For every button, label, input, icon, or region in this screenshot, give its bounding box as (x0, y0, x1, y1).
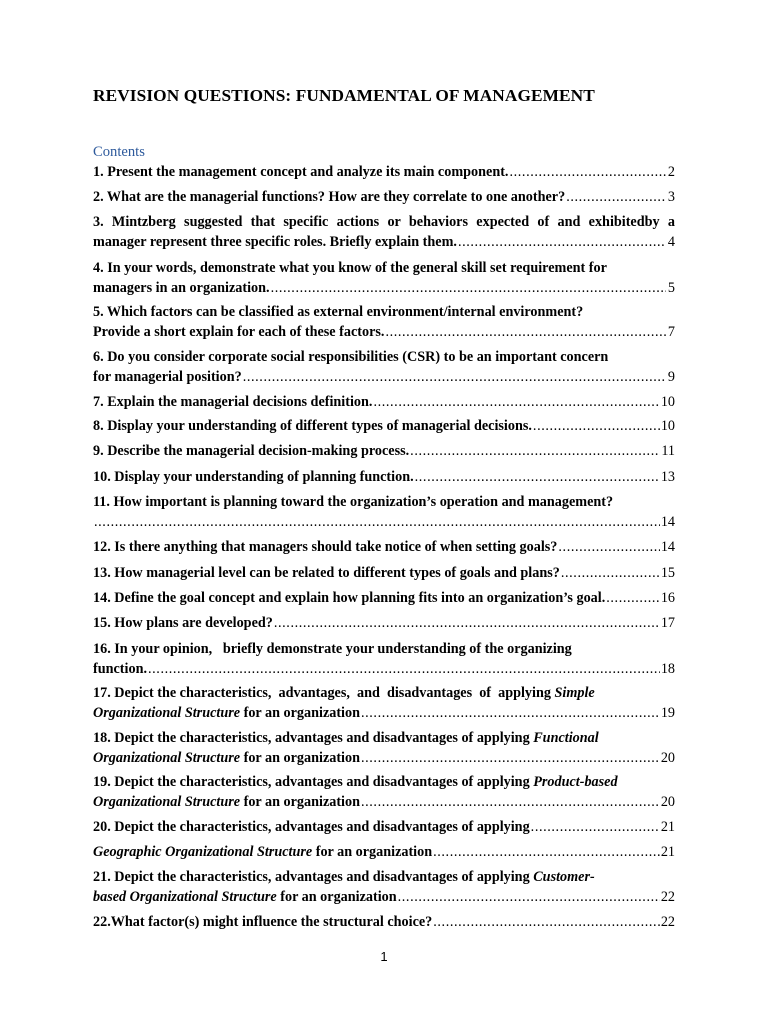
toc-page-number: 10 (660, 418, 675, 434)
dot-leader (398, 887, 660, 907)
toc-entry-text: 15. How plans are developed? (93, 615, 273, 631)
toc-entry-text: 12. Is there anything that managers should take notice of when setting goals? (93, 539, 558, 555)
toc-entry-22[interactable] (93, 912, 675, 932)
toc-entry-1[interactable] (93, 162, 675, 182)
toc-page-number: 13 (660, 469, 675, 485)
dot-leader (433, 842, 660, 862)
toc-entry-12[interactable] (93, 537, 675, 557)
toc-entry-text-italic: Product-based (533, 774, 618, 790)
toc-page-number: 7 (667, 324, 675, 340)
dot-leader (361, 703, 660, 723)
dot-leader (531, 817, 660, 837)
toc-page-number: 10 (660, 394, 675, 410)
toc-entry-text: 18. Depict the characteristics, advantages and disadvantages of applying (93, 730, 534, 746)
toc-entry-20b[interactable] (93, 842, 675, 862)
page-number: 1 (380, 949, 388, 964)
toc-entry-text-cont: for an organization (240, 705, 360, 721)
toc-entry-text-cont: for an organization (276, 889, 397, 905)
dot-leader (415, 467, 660, 487)
toc-entry-17[interactable] (93, 683, 675, 723)
toc-page-number: 22 (660, 889, 675, 905)
toc-entry-16[interactable] (93, 639, 675, 679)
toc-entry-8[interactable] (93, 416, 675, 436)
toc-page-number: 20 (660, 794, 675, 810)
dot-leader (243, 367, 666, 387)
toc-entry-text-italic: Organizational Structure (93, 705, 241, 721)
toc-entry-6[interactable] (93, 347, 675, 387)
dot-leader (458, 232, 666, 252)
toc-entry-text-cont: for an organization (240, 750, 360, 766)
toc-entry-text-italic: Simple (554, 685, 595, 701)
toc-entry-9[interactable] (93, 441, 675, 461)
dot-leader (385, 322, 666, 342)
dot-leader (271, 278, 666, 298)
toc-page-number: 5 (667, 280, 675, 296)
toc-page-number: 11 (661, 443, 675, 459)
toc-page-number: 2 (667, 164, 675, 180)
dot-leader (561, 563, 660, 583)
toc-page-number: 15 (660, 565, 675, 581)
dot-leader (361, 748, 660, 768)
dot-leader (274, 613, 660, 633)
toc-entry-18[interactable] (93, 728, 675, 768)
toc-page-number: 14 (660, 514, 675, 530)
toc-page-number: 22 (660, 914, 675, 930)
dot-leader (558, 537, 659, 557)
toc-entry-10[interactable] (93, 467, 675, 487)
dot-leader (433, 912, 660, 932)
dot-leader (533, 416, 660, 436)
toc-entry-text-italic: based Organizational Structure (93, 889, 277, 905)
toc-entry-text: 7. Explain the managerial decisions definition. (93, 394, 373, 410)
toc-entry-text: 21. Depict the characteristics, advantages and disadvantages of applying (93, 869, 534, 885)
toc-entry-3[interactable] (93, 212, 675, 252)
toc-page-number: 21 (660, 844, 675, 860)
dot-leader (148, 659, 660, 679)
toc-entry-text-italic: Organizational Structure (93, 794, 241, 810)
toc-entry-text-cont: for an organization (240, 794, 360, 810)
toc-entry-2[interactable] (93, 187, 675, 207)
toc-entry-text: 4. In your words, demonstrate what you know of the general skill set requirement for (93, 260, 607, 276)
toc-page-number: 19 (660, 705, 675, 721)
toc-page-number: 3 (667, 189, 675, 205)
toc-entry-text-italic: Organizational Structure (93, 750, 241, 766)
toc-entry-text-cont: Provide a short explain for each of these factors. (93, 324, 385, 340)
toc-entry-19[interactable] (93, 772, 675, 812)
toc-entry-text: 9. Describe the managerial decision-making process. (93, 443, 410, 459)
toc-entry-text-cont: managers in an organization. (93, 280, 270, 296)
toc-entry-text: 3. Mintzberg suggested that specific actions or behaviors expected of and exhibitedby a (93, 214, 675, 230)
dot-leader (606, 588, 660, 608)
toc-entry-text: 14. Define the goal concept and explain how planning fits into an organization’s goal. (93, 590, 606, 606)
toc-page-number: 17 (660, 615, 675, 631)
contents-heading[interactable]: Contents (93, 144, 145, 160)
toc-entry-13[interactable] (93, 563, 675, 583)
dot-leader (94, 512, 660, 532)
dot-leader (410, 441, 660, 461)
dot-leader (361, 792, 660, 812)
dot-leader (566, 187, 666, 207)
toc-entry-14[interactable] (93, 588, 675, 608)
toc-entry-text: 2. What are the managerial functions? How are they correlate to one another? (93, 189, 566, 205)
toc-page-number: 20 (660, 750, 675, 766)
toc-page-number: 4 (667, 234, 675, 250)
toc-entry-text-cont: manager represent three specific roles. Briefly explain them. (93, 234, 457, 250)
toc-entry-text: 6. Do you consider corporate social responsibilities (CSR) to be an important concern (93, 349, 609, 365)
toc-entry-text: 22.What factor(s) might influence the structural choice? (93, 914, 433, 930)
toc-page-number: 21 (660, 819, 675, 835)
dot-leader (509, 162, 666, 182)
toc-entry-text: 13. How managerial level can be related to different types of goals and plans? (93, 565, 560, 581)
toc-entry-4[interactable] (93, 258, 675, 298)
toc-entry-text: for an organization (312, 844, 433, 860)
toc-entry-11[interactable] (93, 492, 675, 532)
document-title: REVISION QUESTIONS: FUNDAMENTAL OF MANAGEMENT (93, 86, 595, 105)
toc-entry-20[interactable] (93, 817, 675, 837)
dot-leader (373, 392, 659, 412)
toc-entry-text-cont: for managerial position? (93, 369, 242, 385)
toc-entry-15[interactable] (93, 613, 675, 633)
toc-entry-text-italic: Functional (533, 730, 599, 746)
toc-entry-text: 11. How important is planning toward the organization’s operation and management? (93, 494, 614, 510)
toc-entry-text: 19. Depict the characteristics, advantages and disadvantages of applying (93, 774, 534, 790)
toc-entry-text: 16. In your opinion, briefly demonstrate your understanding of the organizing (93, 641, 572, 657)
toc-page-number: 14 (660, 539, 675, 555)
toc-entry-5[interactable] (93, 302, 675, 342)
toc-page-number: 9 (667, 369, 675, 385)
toc-entry-text-italic: Geographic Organizational Structure (93, 844, 313, 860)
toc-entry-text-italic: Customer- (533, 869, 595, 885)
toc-entry-text: 8. Display your understanding of different types of managerial decisions. (93, 418, 532, 434)
toc-entry-21[interactable] (93, 867, 675, 907)
toc-entry-text-cont: function. (93, 661, 147, 677)
toc-entry-text: 10. Display your understanding of planning function. (93, 469, 414, 485)
toc-page-number: 16 (660, 590, 675, 606)
toc-entry-text: 1. Present the management concept and analyze its main component. (93, 164, 509, 180)
toc-entry-text: 5. Which factors can be classified as external environment/internal environment? (93, 304, 584, 320)
toc-entry-text: 17. Depict the characteristics, advantages, and disadvantages of applying (93, 685, 555, 701)
toc-entry-text: 20. Depict the characteristics, advantages and disadvantages of applying (93, 819, 530, 835)
toc-page-number: 18 (660, 661, 675, 677)
toc-entry-7[interactable] (93, 392, 675, 412)
